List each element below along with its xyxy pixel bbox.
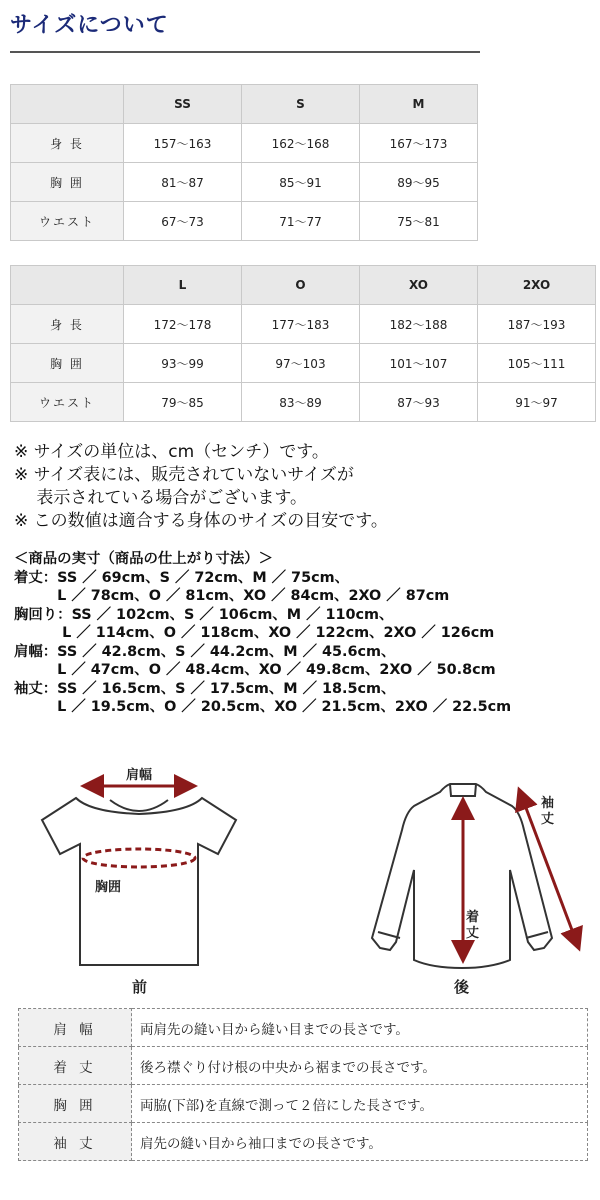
garment-illustration — [0, 750, 600, 1000]
row-label: 胸 囲 — [11, 163, 124, 202]
chest-label: 胸囲 — [95, 880, 122, 895]
table-cell: 182～188 — [360, 305, 478, 344]
size-notes — [14, 441, 388, 533]
table-corner — [11, 85, 124, 124]
table-cell: 105～111 — [478, 344, 596, 383]
measurement-definitions — [18, 1008, 588, 1161]
measurement-diagram — [0, 750, 600, 1000]
table-row — [11, 344, 596, 383]
measurement-line: 袖丈：SS ／ 16.5cm、S ／ 17.5cm、M ／ 18.5cm、 — [14, 680, 396, 697]
table-cell: 172～178 — [124, 305, 242, 344]
definition-text: 肩先の縫い目から袖口までの長さです。 — [132, 1123, 588, 1161]
table-row — [11, 383, 596, 422]
note-line: ※ サイズの単位は、cm（センチ）です。 — [14, 442, 329, 462]
measurement-line: L ／ 78cm、O ／ 81cm、XO ／ 84cm、2XO ／ 87cm — [14, 588, 450, 604]
table-cell: 167～173 — [360, 124, 478, 163]
definition-term: 着 丈 — [19, 1047, 132, 1085]
shoulder-width-label: 肩幅 — [126, 768, 153, 783]
tshirt-front-icon — [42, 798, 236, 965]
table-cell: 162～168 — [242, 124, 360, 163]
row-label: ウエスト — [11, 383, 124, 422]
row-label: ウエスト — [11, 202, 124, 241]
measurements-heading: ＜商品の実寸（商品の仕上がり寸法）＞ — [14, 551, 274, 567]
definition-text: 両肩先の縫い目から縫い目までの長さです。 — [132, 1009, 588, 1047]
measurement-line: L ／ 19.5cm、O ／ 20.5cm、XO ／ 21.5cm、2XO ／ 22.5cm — [14, 699, 512, 715]
table-row — [11, 305, 596, 344]
table-row — [11, 163, 478, 202]
table-cell: 85～91 — [242, 163, 360, 202]
table-cell: 157～163 — [124, 124, 242, 163]
size-header: XO — [360, 266, 478, 305]
table-row — [11, 124, 478, 163]
size-header: L — [124, 266, 242, 305]
size-header: S — [242, 85, 360, 124]
sleeve-label-2: 丈 — [541, 812, 555, 827]
sleeve-label-1: 袖 — [541, 796, 555, 811]
size-header: SS — [124, 85, 242, 124]
size-table-small — [10, 84, 478, 241]
measurement-line: 肩幅：SS ／ 42.8cm、S ／ 44.2cm、M ／ 45.6cm、 — [14, 643, 396, 660]
size-header: O — [242, 266, 360, 305]
definition-text: 両脇(下部)を直線で測って２倍にした長さです。 — [132, 1085, 588, 1123]
size-header: 2XO — [478, 266, 596, 305]
table-row — [19, 1009, 588, 1047]
size-table-large — [10, 265, 596, 422]
table-cell: 71～77 — [242, 202, 360, 241]
measurement-line: 胸回り：SS ／ 102cm、S ／ 106cm、M ／ 110cm、 — [14, 606, 394, 623]
measurement-line: L ／ 114cm、O ／ 118cm、XO ／ 122cm、2XO ／ 126cm — [14, 625, 495, 641]
table-row — [19, 1123, 588, 1161]
length-label-1: 着 — [466, 910, 480, 925]
table-row — [19, 1085, 588, 1123]
table-cell: 75～81 — [360, 202, 478, 241]
back-label: 後 — [454, 978, 470, 996]
table-cell: 101～107 — [360, 344, 478, 383]
definition-text: 後ろ襟ぐり付け根の中央から裾までの長さです。 — [132, 1047, 588, 1085]
table-row — [11, 202, 478, 241]
definition-term: 袖 丈 — [19, 1123, 132, 1161]
table-cell: 93～99 — [124, 344, 242, 383]
table-cell: 79～85 — [124, 383, 242, 422]
size-header: M — [360, 85, 478, 124]
table-row — [19, 1047, 588, 1085]
table-cell: 91～97 — [478, 383, 596, 422]
measurement-line: L ／ 47cm、O ／ 48.4cm、XO ／ 49.8cm、2XO ／ 50.8cm — [14, 662, 496, 678]
title-divider — [10, 51, 480, 53]
note-line: ※ この数値は適合する身体のサイズの目安です。 — [14, 511, 388, 531]
chest-girth-ellipse — [83, 849, 195, 867]
definition-term: 肩 幅 — [19, 1009, 132, 1047]
table-cell: 89～95 — [360, 163, 478, 202]
page-title: サイズについて — [10, 13, 169, 38]
measurement-line: 着丈：SS ／ 69cm、S ／ 72cm、M ／ 75cm、 — [14, 569, 349, 586]
table-cell: 177～183 — [242, 305, 360, 344]
definition-term: 胸 囲 — [19, 1085, 132, 1123]
row-label: 身 長 — [11, 305, 124, 344]
note-line: 表示されている場合がございます。 — [14, 488, 308, 508]
length-label-2: 丈 — [466, 926, 480, 941]
front-label: 前 — [132, 978, 148, 996]
table-corner — [11, 266, 124, 305]
table-cell: 97～103 — [242, 344, 360, 383]
table-cell: 81～87 — [124, 163, 242, 202]
garment-measurements — [14, 550, 511, 717]
table-cell: 87～93 — [360, 383, 478, 422]
table-cell: 67～73 — [124, 202, 242, 241]
row-label: 胸 囲 — [11, 344, 124, 383]
table-cell: 187～193 — [478, 305, 596, 344]
note-line: ※ サイズ表には、販売されていないサイズが — [14, 465, 354, 485]
row-label: 身 長 — [11, 124, 124, 163]
table-cell: 83～89 — [242, 383, 360, 422]
